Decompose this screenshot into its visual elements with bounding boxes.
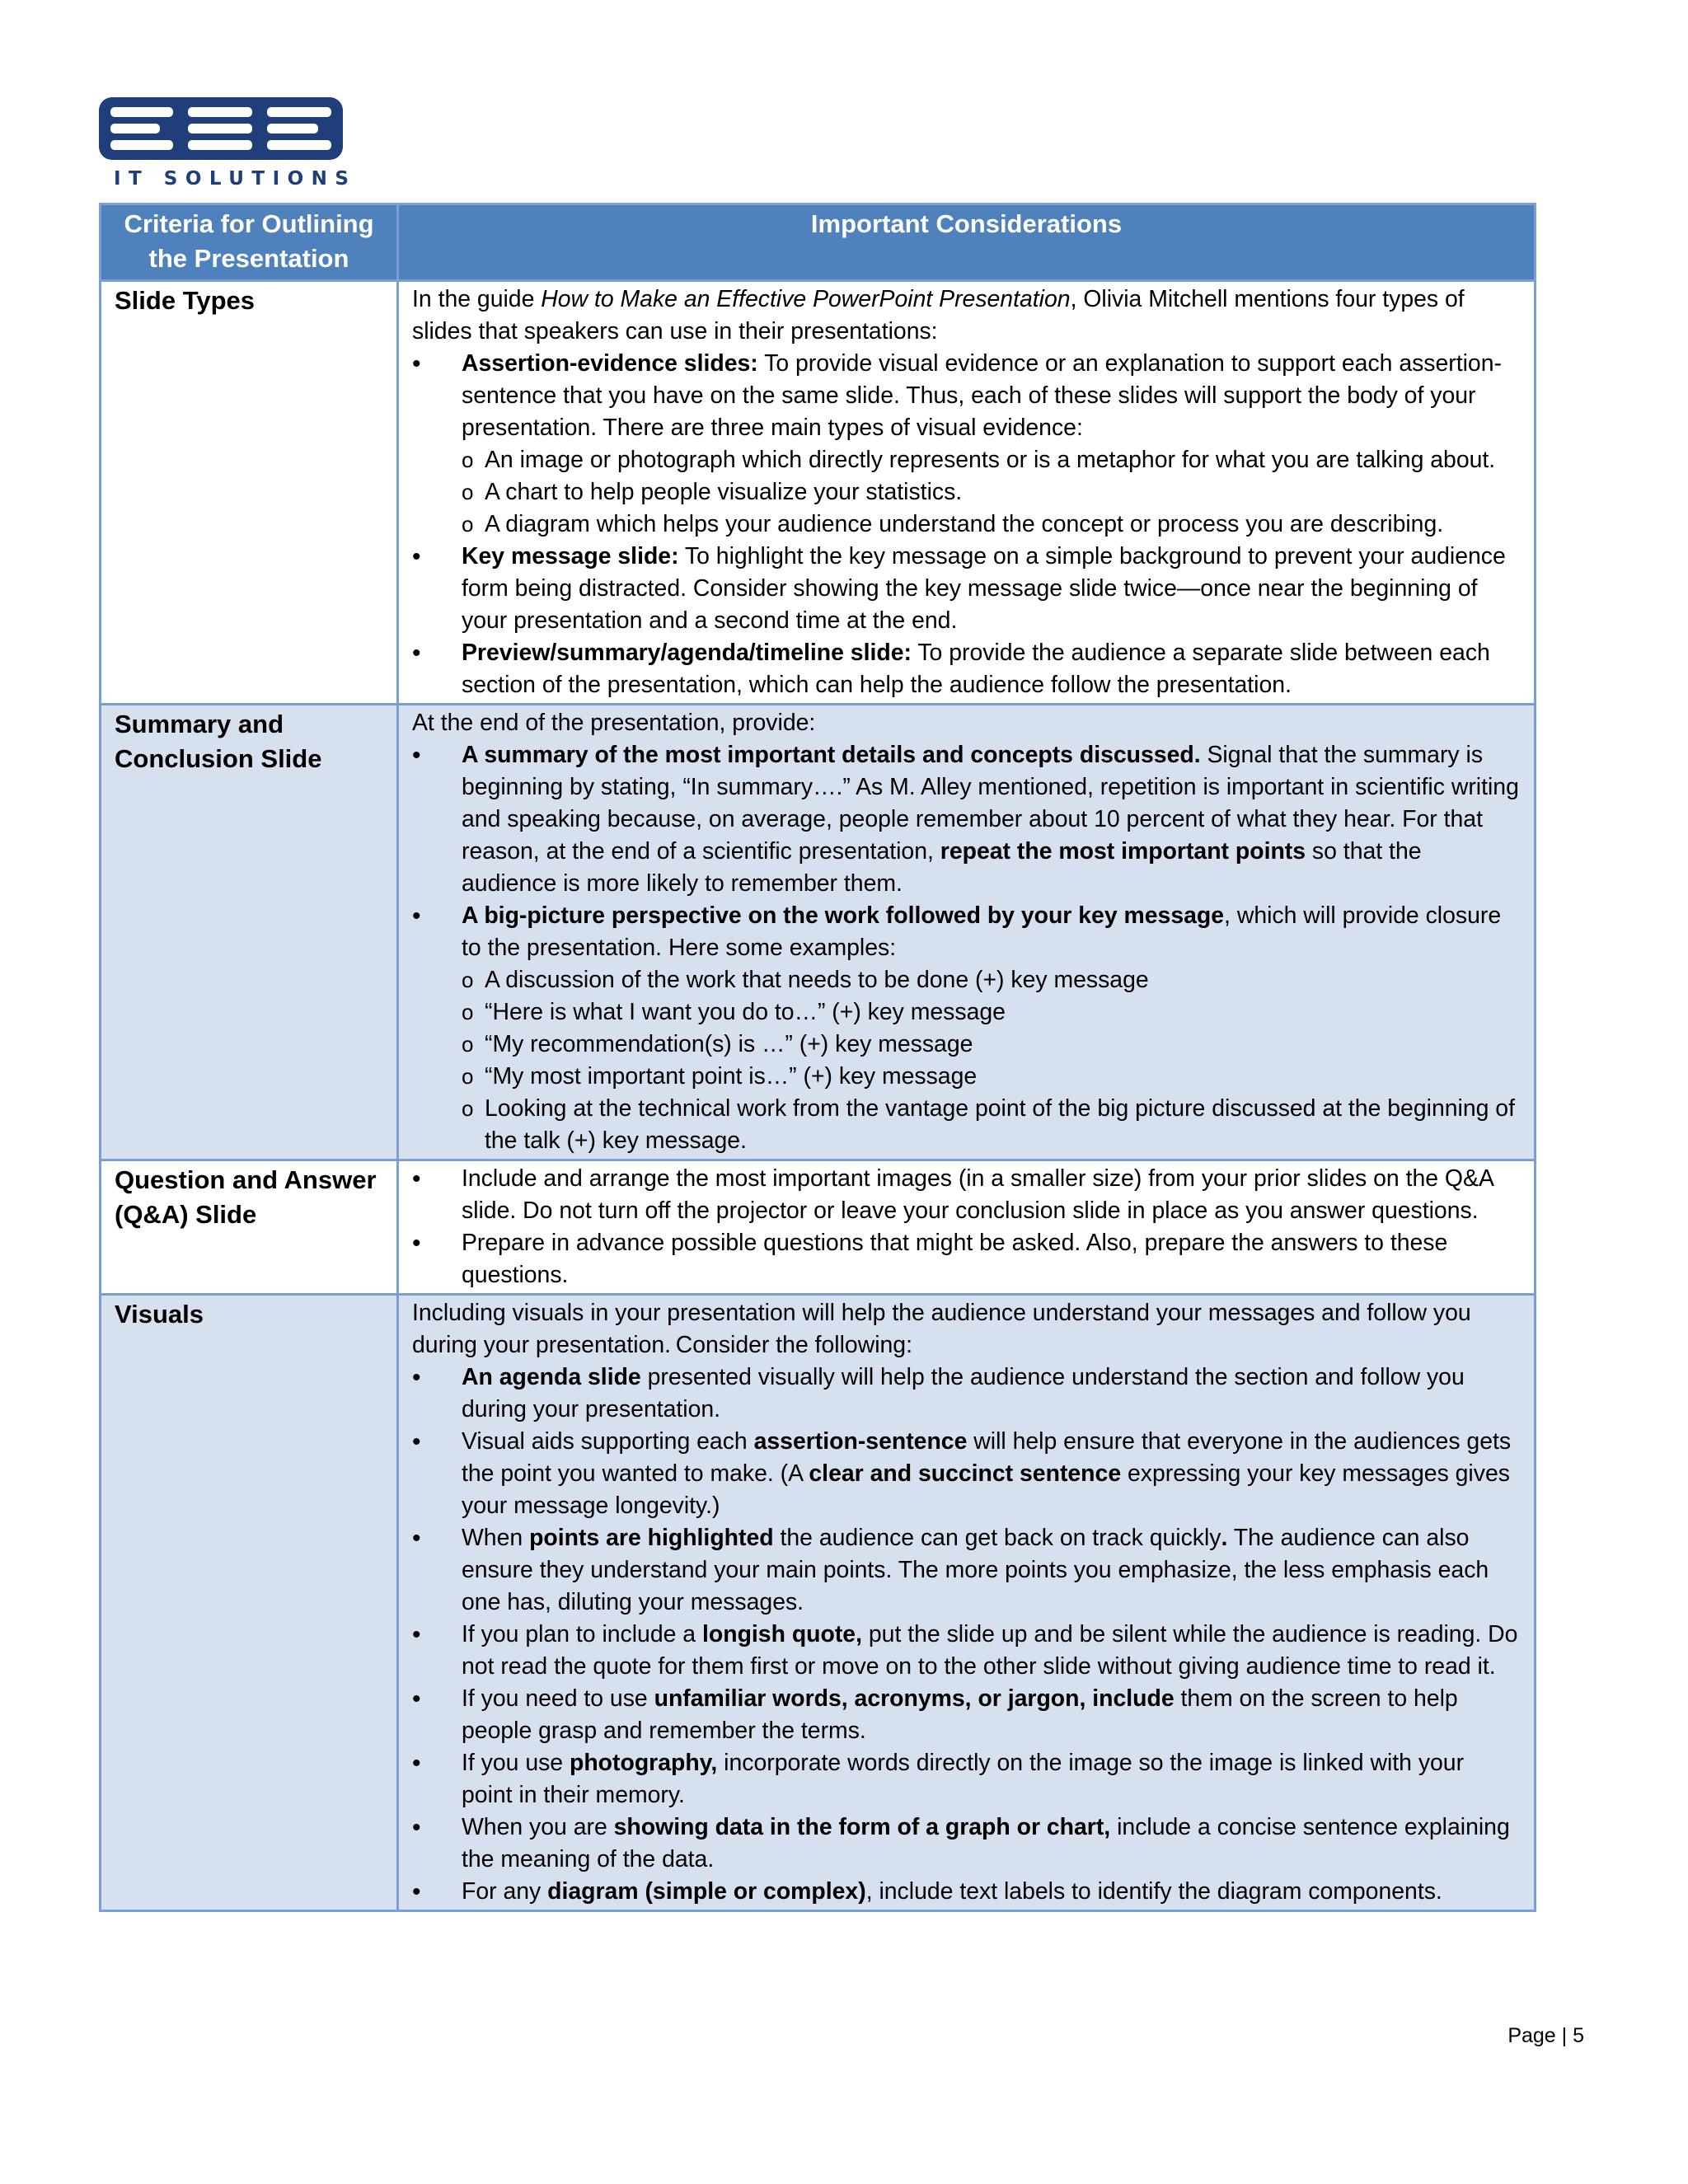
table-row — [101, 1295, 1536, 1911]
list-item: • If you use photography, incorporate words directly on the image so the image is linked with your point in their memory. — [412, 1747, 1521, 1811]
list-item: • Key message slide: To highlight the key message on a simple background to prevent your audience form being distracted. Consider showing the key message slide twice—once near the beginning of your presentation and a second time at the end. — [412, 541, 1521, 637]
list-item: • Include and arrange the most important images (in a smaller size) from your prior slides on the Q&A slide. Do not turn off the projector or leave your conclusion slide in place as you answer questions. — [412, 1163, 1521, 1227]
sub-list-item: o Looking at the technical work from the vantage point of the big picture discussed at the beginning of the talk (+) key message. — [462, 1093, 1521, 1157]
list-item: • Prepare in advance possible questions that might be asked. Also, prepare the answers to these questions. — [412, 1227, 1521, 1291]
e2e-logo-mark — [99, 97, 343, 168]
considerations-qa — [398, 1160, 1536, 1295]
sub-list-item: o “My most important point is…” (+) key message — [462, 1061, 1521, 1093]
considerations-summary — [398, 705, 1536, 1160]
criteria-visuals: Visuals — [101, 1295, 398, 1911]
sub-list-item: o An image or photograph which directly represents or is a metaphor for what you are talking about. — [462, 444, 1521, 476]
list-item: • If you need to use unfamiliar words, acronyms, or jargon, include them on the screen to help people grasp and remember the terms. — [412, 1683, 1521, 1747]
criteria-slide-types: Slide Types — [101, 281, 398, 705]
list-item: • When you are showing data in the form of a graph or chart, include a concise sentence explaining the meaning of the data. — [412, 1811, 1521, 1876]
sub-list-item: o “Here is what I want you do to…” (+) key message — [462, 996, 1521, 1029]
list-item: • Visual aids supporting each assertion-sentence will help ensure that everyone in the audiences gets the point you wanted to make. (A clear and succinct sentence expressing your key messages gives your message longevity.) — [412, 1426, 1521, 1522]
sub-list-item: o A chart to help people visualize your statistics. — [462, 476, 1521, 509]
header-considerations: Important Considerations — [398, 204, 1536, 281]
sub-list-item: o “My recommendation(s) is …” (+) key message — [462, 1029, 1521, 1061]
list-item: • A summary of the most important details and concepts discussed. Signal that the summary is beginning by stating, “In summary….” As M. Alley mentioned, repetition is important in scientific writing and speaking because, on average, people remember about 10 percent of what they hear. For that reason, at the end of a scientific presentation, repeat the most important points so that the audience is more likely to remember them. — [412, 739, 1521, 900]
considerations-visuals — [398, 1295, 1536, 1911]
summary-intro: At the end of the presentation, provide: — [412, 710, 816, 736]
page-number: Page | 5 — [1507, 2024, 1584, 2047]
slide-types-intro: In the guide How to Make an Effective PowerPoint Presentation, Olivia Mitchell mentions four types of slides that speakers can use in their presentations: — [412, 286, 1465, 344]
sub-list-item: o A diagram which helps your audience understand the concept or process you are describing. — [462, 509, 1521, 541]
list-item: • Preview/summary/agenda/timeline slide: To provide the audience a separate slide between each section of the presentation, which can help the audience follow the presentation. — [412, 637, 1521, 701]
list-item: • An agenda slide presented visually will help the audience understand the section and follow you during your presentation. — [412, 1361, 1521, 1426]
considerations-table — [99, 203, 1536, 1912]
visuals-intro: Including visuals in your presentation will help the audience understand your messages and follow you during your presentation. Consider the following: — [412, 1300, 1471, 1358]
list-item: • Assertion-evidence slides: To provide visual evidence or an explanation to support each assertion-sentence that you have on the same slide. Thus, each of these slides will support the body of your presentation. There are three main types of visual evidence: o An image or photograph which directly represents or is a metaphor for what you are talking about. o A chart to help people visualize your statistics. o A diagram which helps your audience understand the concept or process you are describing. — [412, 348, 1521, 541]
table-header-row — [101, 204, 1536, 281]
table-row — [101, 281, 1536, 705]
sub-list-item: o A discussion of the work that needs to be done (+) key message — [462, 964, 1521, 996]
list-item: • If you plan to include a longish quote, put the slide up and be silent while the audience is reading. Do not read the quote for them first or move on to the other slide without giving audience time to read it. — [412, 1619, 1521, 1683]
table-row — [101, 705, 1536, 1160]
logo-subtitle: IT SOLUTIONS — [114, 168, 357, 190]
list-item: • When points are highlighted the audience can get back on track quickly. The audience can also ensure they understand your main points. The more points you emphasize, the less emphasis each one has, diluting your messages. — [412, 1522, 1521, 1619]
table-row — [101, 1160, 1536, 1295]
criteria-qa: Question and Answer (Q&A) Slide — [101, 1160, 398, 1295]
criteria-summary: Summary and Conclusion Slide — [101, 705, 398, 1160]
list-item: • For any diagram (simple or complex), include text labels to identify the diagram components. — [412, 1876, 1521, 1908]
list-item: • A big-picture perspective on the work followed by your key message, which will provide closure to the presentation. Here some examples: o A discussion of the work that needs to be done (+) key message o “Here is what I want you do to…” (+) key message o “My recommendation(s) is …” (+) key message o “My most important point is…” (+) key message o Looking at the technical work from the vantage point of the big picture discussed at the beginning of the talk (+) key message. — [412, 900, 1521, 1157]
header-criteria: Criteria for Outlining the Presentation — [101, 204, 398, 281]
considerations-slide-types — [398, 281, 1536, 705]
